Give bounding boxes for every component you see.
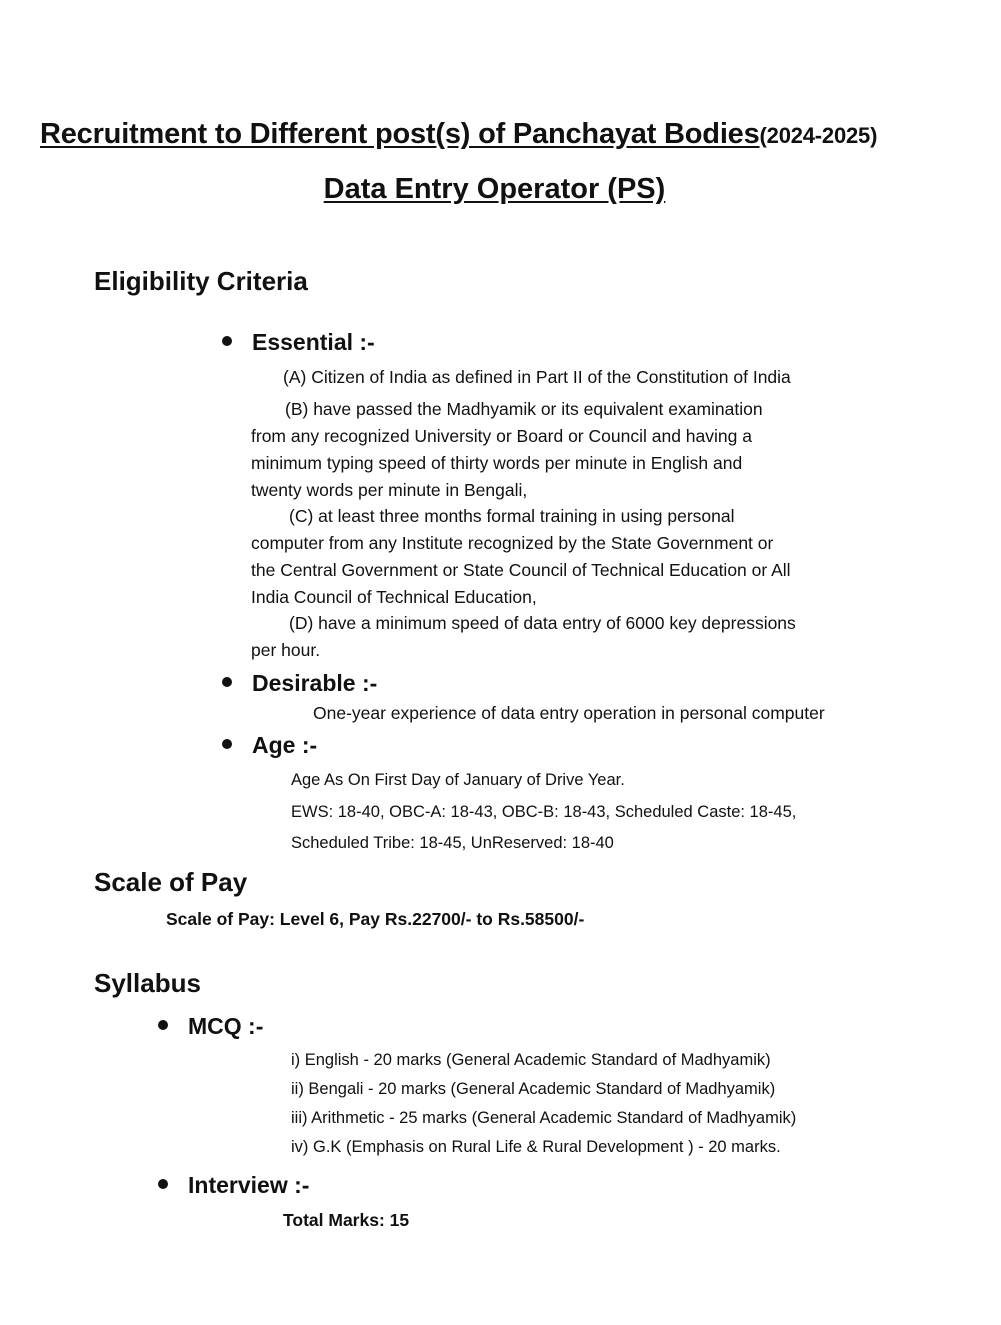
- pay-heading: Scale of Pay: [94, 867, 248, 897]
- bullet-icon: [222, 739, 232, 749]
- bullet-icon: [222, 677, 232, 687]
- mcq-item-1: i) English - 20 marks (General Academic Standard of Madhyamik): [291, 1051, 771, 1069]
- essential-c-line-3: India Council of Technical Education,: [251, 587, 537, 607]
- pay-text: Scale of Pay: Level 6, Pay Rs.22700/- to Rs.58500/-: [166, 909, 585, 929]
- essential-d-line-1: per hour.: [251, 640, 321, 660]
- title-year: (2024-2025): [759, 123, 878, 148]
- mcq-item-2: ii) Bengali - 20 marks (General Academic Standard of Madhyamik): [291, 1080, 776, 1098]
- essential-b-line-2: minimum typing speed of thirty words per minute in English and: [251, 453, 743, 473]
- page-title: [40, 118, 877, 151]
- age-line-3: Scheduled Tribe: 18-45, UnReserved: 18-40: [291, 834, 614, 852]
- desirable-label: [222, 670, 377, 697]
- essential-label-text: Essential :-: [252, 329, 375, 355]
- age-label: [222, 732, 317, 759]
- age-line-1: Age As On First Day of January of Drive Year.: [291, 771, 625, 789]
- essential-b-line-1: from any recognized University or Board or Council and having a: [251, 426, 752, 446]
- interview-label-text: Interview :-: [188, 1172, 310, 1198]
- title-main-text: Recruitment to Different post(s) of Panchayat Bodies: [40, 118, 760, 150]
- bullet-icon: [158, 1179, 168, 1189]
- desirable-text: One-year experience of data entry operation in personal computer: [313, 703, 825, 723]
- essential-a: (A) Citizen of India as defined in Part II of the Constitution of India: [283, 367, 791, 387]
- eligibility-heading: Eligibility Criteria: [94, 266, 308, 296]
- bullet-icon: [158, 1020, 168, 1030]
- desirable-label-text: Desirable :-: [252, 670, 378, 696]
- essential-b-line-3: twenty words per minute in Bengali,: [251, 480, 528, 500]
- subtitle-text: Data Entry Operator (PS): [323, 173, 666, 205]
- page-subtitle: [0, 173, 1001, 206]
- essential-c-first: (C) at least three months formal training in using personal: [289, 506, 735, 526]
- essential-b-first: (B) have passed the Madhyamik or its equivalent examination: [285, 399, 763, 419]
- bullet-icon: [222, 336, 232, 346]
- mcq-label-text: MCQ :-: [188, 1013, 264, 1039]
- syllabus-heading: Syllabus: [94, 968, 201, 998]
- essential-d-first: (D) have a minimum speed of data entry of 6000 key depressions: [289, 613, 796, 633]
- essential-c-line-2: the Central Government or State Council of Technical Education or All: [251, 560, 791, 580]
- age-label-text: Age :-: [252, 732, 318, 758]
- interview-label: [158, 1172, 309, 1199]
- mcq-label: [158, 1013, 263, 1040]
- essential-c-line-1: computer from any Institute recognized by the State Government or: [251, 533, 774, 553]
- interview-text: Total Marks: 15: [283, 1210, 410, 1230]
- mcq-item-4: iv) G.K (Emphasis on Rural Life & Rural Development ) - 20 marks.: [291, 1138, 781, 1156]
- mcq-item-3: iii) Arithmetic - 25 marks (General Academic Standard of Madhyamik): [291, 1109, 797, 1127]
- essential-label: [222, 329, 375, 356]
- age-line-2: EWS: 18-40, OBC-A: 18-43, OBC-B: 18-43, Scheduled Caste: 18-45,: [291, 803, 797, 821]
